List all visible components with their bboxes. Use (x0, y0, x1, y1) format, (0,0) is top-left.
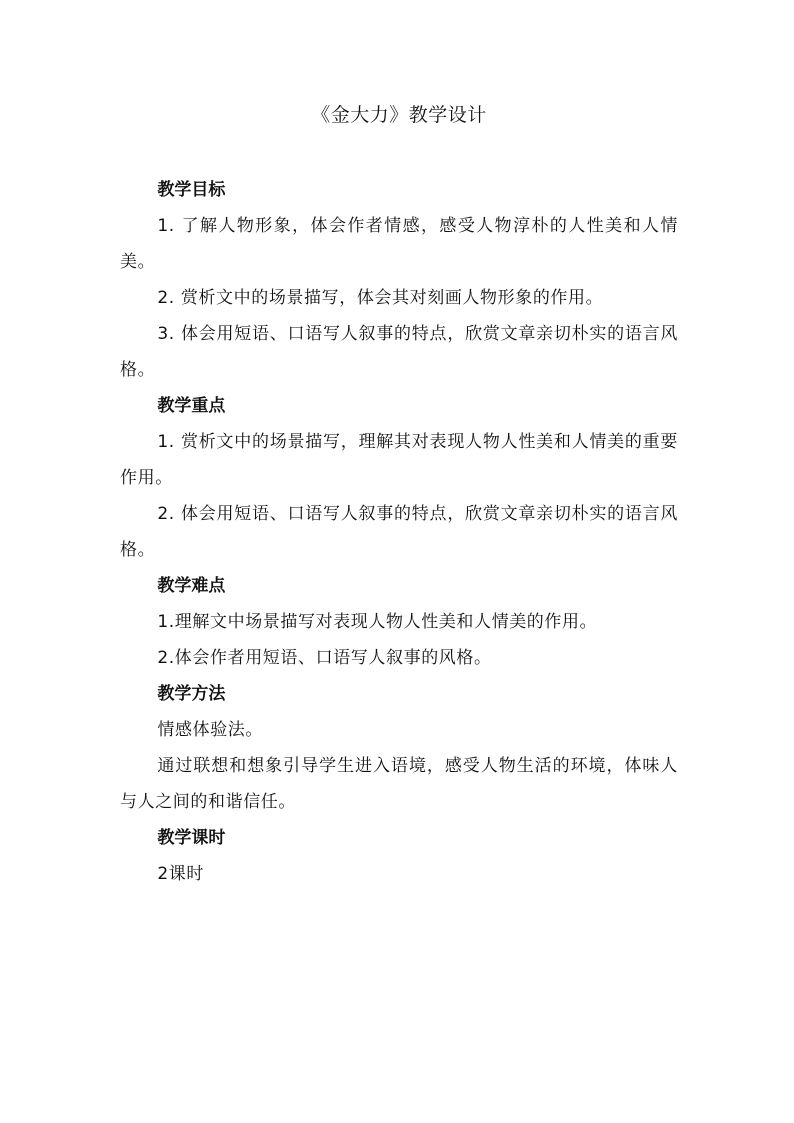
section-teaching-difficulties (120, 568, 678, 676)
section-heading: 教学目标 (157, 180, 226, 200)
document-title: 《金大力》教学设计 (311, 104, 487, 126)
section-heading: 教学难点 (157, 576, 226, 596)
section-heading: 教学重点 (157, 396, 226, 416)
difficulty-item-2: 2.体会作者用短语、口语写人叙事的风格。 (157, 648, 492, 668)
class-hours-value: 2课时 (157, 864, 205, 884)
objective-item-1: 1. 了解人物形象，体会作者情感，感受人物淳朴的人性美和人情美。 (120, 216, 678, 272)
difficulty-item-1: 1.理解文中场景描写对表现人物人性美和人情美的作用。 (157, 612, 598, 632)
objective-item-2: 2. 赏析文中的场景描写，体会其对刻画人物形象的作用。 (157, 288, 604, 308)
key-point-item-2: 2. 体会用短语、口语写人叙事的特点，欣赏文章亲切朴实的语言风格。 (120, 504, 678, 560)
method-item-2: 通过联想和想象引导学生进入语境，感受人物生活的环境，体味人与人之间的和谐信任。 (120, 756, 678, 812)
section-heading: 教学方法 (157, 684, 226, 704)
section-teaching-methods (120, 676, 678, 820)
section-teaching-key-points (120, 388, 678, 568)
key-point-item-1: 1. 赏析文中的场景描写，理解其对表现人物人性美和人情美的重要作用。 (120, 432, 678, 488)
document-page (120, 100, 678, 892)
section-class-hours (120, 820, 678, 892)
method-item-1: 情感体验法。 (157, 720, 263, 740)
section-teaching-objectives (120, 172, 678, 388)
objective-item-3: 3. 体会用短语、口语写人叙事的特点，欣赏文章亲切朴实的语言风格。 (120, 324, 678, 380)
section-heading: 教学课时 (157, 828, 226, 848)
